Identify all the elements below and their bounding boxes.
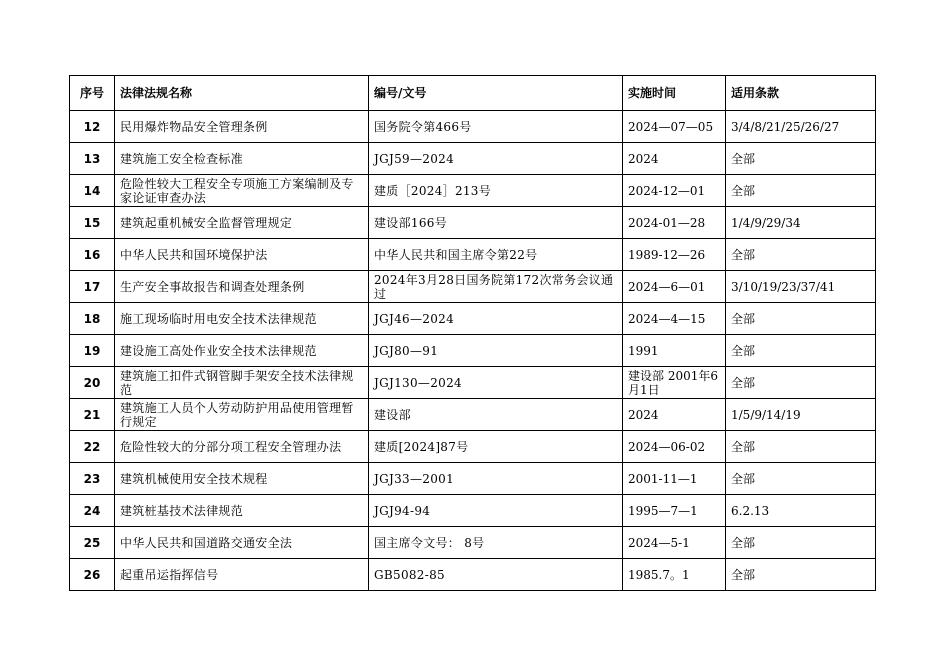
cell-effective-date: 2024—5-1 [623,527,726,559]
table-row [70,207,876,239]
cell-applicable-clauses: 6.2.13 [726,495,876,527]
cell-regulation-name: 建筑施工安全检查标准 [115,143,369,175]
cell-serial-number: 14 [70,175,115,207]
cell-applicable-clauses: 3/4/8/21/25/26/27 [726,111,876,143]
table-row [70,111,876,143]
cell-serial-number: 15 [70,207,115,239]
cell-regulation-name: 建设施工高处作业安全技术法律规范 [115,335,369,367]
table-body [70,111,876,591]
header-document-number: 编号/文号 [369,76,623,111]
cell-applicable-clauses: 全部 [726,239,876,271]
cell-applicable-clauses: 全部 [726,527,876,559]
cell-document-number: 建质［2024］213号 [369,175,623,207]
table-row [70,271,876,303]
cell-regulation-name: 建筑机械使用安全技术规程 [115,463,369,495]
cell-document-number: 国主席令文号： 8号 [369,527,623,559]
cell-applicable-clauses: 全部 [726,175,876,207]
header-regulation-name: 法律法规名称 [115,76,369,111]
cell-effective-date: 2024—6—01 [623,271,726,303]
cell-effective-date: 1991 [623,335,726,367]
cell-serial-number: 25 [70,527,115,559]
table-row [70,495,876,527]
table-row [70,527,876,559]
cell-applicable-clauses: 1/5/9/14/19 [726,399,876,431]
cell-applicable-clauses: 全部 [726,367,876,399]
table-row [70,175,876,207]
cell-regulation-name: 危险性较大工程安全专项施工方案编制及专家论证审查办法 [115,175,369,207]
cell-applicable-clauses: 全部 [726,463,876,495]
cell-applicable-clauses: 全部 [726,335,876,367]
cell-document-number: 建设部166号 [369,207,623,239]
cell-regulation-name: 中华人民共和国环境保护法 [115,239,369,271]
cell-document-number: JGJ130—2024 [369,367,623,399]
cell-serial-number: 24 [70,495,115,527]
cell-serial-number: 21 [70,399,115,431]
cell-serial-number: 16 [70,239,115,271]
cell-applicable-clauses: 全部 [726,303,876,335]
cell-regulation-name: 建筑施工人员个人劳动防护用品使用管理暂行规定 [115,399,369,431]
cell-applicable-clauses: 1/4/9/29/34 [726,207,876,239]
cell-serial-number: 12 [70,111,115,143]
cell-regulation-name: 建筑桩基技术法律规范 [115,495,369,527]
cell-applicable-clauses: 3/10/19/23/37/41 [726,271,876,303]
header-effective-date: 实施时间 [623,76,726,111]
cell-document-number: 建质[2024]87号 [369,431,623,463]
cell-serial-number: 22 [70,431,115,463]
cell-document-number: 国务院令第466号 [369,111,623,143]
cell-serial-number: 17 [70,271,115,303]
cell-document-number: 建设部 [369,399,623,431]
cell-effective-date: 2024 [623,143,726,175]
cell-effective-date: 2024—07—05 [623,111,726,143]
header-serial-number: 序号 [70,76,115,111]
cell-effective-date: 建设部 2001年6月1日 [623,367,726,399]
cell-serial-number: 13 [70,143,115,175]
cell-effective-date: 2024-12—01 [623,175,726,207]
cell-effective-date: 2024—4—15 [623,303,726,335]
table-row [70,463,876,495]
cell-document-number: GB5082-85 [369,559,623,591]
cell-effective-date: 2001-11—1 [623,463,726,495]
cell-document-number: JGJ59—2024 [369,143,623,175]
cell-serial-number: 26 [70,559,115,591]
table-row [70,239,876,271]
regulations-table [69,75,876,591]
cell-serial-number: 20 [70,367,115,399]
cell-effective-date: 2024—06-02 [623,431,726,463]
cell-regulation-name: 生产安全事故报告和调查处理条例 [115,271,369,303]
cell-regulation-name: 建筑施工扣件式钢管脚手架安全技术法律规范 [115,367,369,399]
cell-regulation-name: 施工现场临时用电安全技术法律规范 [115,303,369,335]
cell-document-number: 2024年3月28日国务院第172次常务会议通过 [369,271,623,303]
cell-document-number: JGJ94-94 [369,495,623,527]
cell-serial-number: 18 [70,303,115,335]
cell-applicable-clauses: 全部 [726,559,876,591]
cell-applicable-clauses: 全部 [726,431,876,463]
cell-regulation-name: 危险性较大的分部分项工程安全管理办法 [115,431,369,463]
table-row [70,303,876,335]
table-row [70,431,876,463]
cell-effective-date: 1989-12—26 [623,239,726,271]
cell-effective-date: 1985.7。1 [623,559,726,591]
header-applicable-clauses: 适用条款 [726,76,876,111]
table-row [70,399,876,431]
cell-regulation-name: 民用爆炸物品安全管理条例 [115,111,369,143]
cell-effective-date: 2024 [623,399,726,431]
table-header-row [70,76,876,111]
table-row [70,559,876,591]
cell-regulation-name: 中华人民共和国道路交通安全法 [115,527,369,559]
cell-document-number: JGJ80—91 [369,335,623,367]
cell-document-number: JGJ46—2024 [369,303,623,335]
table-row [70,143,876,175]
table-row [70,335,876,367]
cell-regulation-name: 建筑起重机械安全监督管理规定 [115,207,369,239]
cell-document-number: JGJ33—2001 [369,463,623,495]
cell-document-number: 中华人民共和国主席令第22号 [369,239,623,271]
cell-effective-date: 2024-01—28 [623,207,726,239]
cell-effective-date: 1995—7—1 [623,495,726,527]
table-row [70,367,876,399]
cell-regulation-name: 起重吊运指挥信号 [115,559,369,591]
cell-serial-number: 23 [70,463,115,495]
cell-serial-number: 19 [70,335,115,367]
cell-applicable-clauses: 全部 [726,143,876,175]
